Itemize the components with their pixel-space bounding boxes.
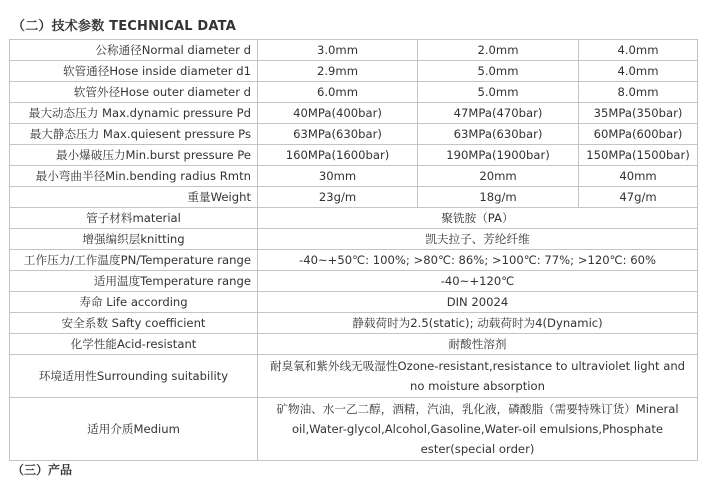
value-cell: -40~+120℃ (258, 271, 698, 292)
spec-row-safety-coefficient (10, 313, 698, 334)
value-cell: 190MPa(1900bar) (418, 145, 579, 166)
value-cell: 耐臭氧和紫外线无吸湿性Ozone-resistant,resistance to ultraviolet light and no moisture absorption (258, 355, 698, 398)
row-label: 管子材料material (10, 208, 258, 229)
row-label: 增强编织层knitting (10, 229, 258, 250)
spec-row-working-pressure-temperature (10, 250, 698, 271)
section-title: （二）技术参数 TECHNICAL DATA (12, 19, 236, 34)
value-cell: 4.0mm (579, 40, 698, 61)
value-cell: 凯夫拉子、芳纶纤维 (258, 229, 698, 250)
row-label: 软管外径Hose outer diameter d (10, 82, 258, 103)
row-label: 适用温度Temperature range (10, 271, 258, 292)
row-label: 环境适用性Surrounding suitability (10, 355, 258, 398)
value-cell: 63MPa(630bar) (418, 124, 579, 145)
row-label: 最小弯曲半径Min.bending radius Rmtn (10, 166, 258, 187)
spec-row-weight (10, 187, 698, 208)
value-cell: 20mm (418, 166, 579, 187)
spec-row-max-dynamic-pressure (10, 103, 698, 124)
spec-row-min-bending-radius (10, 166, 698, 187)
row-label: 安全系数 Safty coefficient (10, 313, 258, 334)
value-cell: 18g/m (418, 187, 579, 208)
value-cell: 60MPa(600bar) (579, 124, 698, 145)
technical-data-table (9, 39, 698, 461)
value-cell: 6.0mm (258, 82, 418, 103)
spec-row-life (10, 292, 698, 313)
spec-row-medium (10, 398, 698, 461)
row-label: 最大动态压力 Max.dynamic pressure Pd (10, 103, 258, 124)
value-cell: 耐酸性溶剂 (258, 334, 698, 355)
spec-row-max-static-pressure (10, 124, 698, 145)
value-cell: 静载荷时为2.5(static); 动载荷时为4(Dynamic) (258, 313, 698, 334)
spec-row-surrounding-suitability (10, 355, 698, 398)
value-cell: 5.0mm (418, 82, 579, 103)
value-cell: 35MPa(350bar) (579, 103, 698, 124)
value-cell: 23g/m (258, 187, 418, 208)
row-label: 工作压力/工作温度PN/Temperature range (10, 250, 258, 271)
value-cell: 4.0mm (579, 61, 698, 82)
row-label: 重量Weight (10, 187, 258, 208)
value-cell: 150MPa(1500bar) (579, 145, 698, 166)
value-cell: 47g/m (579, 187, 698, 208)
row-label: 公称通径Normal diameter d (10, 40, 258, 61)
row-label: 化学性能Acid-resistant (10, 334, 258, 355)
spec-row-temperature-range (10, 271, 698, 292)
row-label: 软管通径Hose inside diameter d1 (10, 61, 258, 82)
spec-row-material (10, 208, 698, 229)
value-cell: 矿物油、水一乙二醇，酒精，汽油，乳化液，磷酸脂（需要特殊订货）Mineral oil,Water-glycol,Alcohol,Gasoline,Water-oil emulsions,Phosphate ester(special order) (258, 398, 698, 461)
next-section-title: （三）产品 (12, 463, 73, 477)
spec-row-normal-diameter (10, 40, 698, 61)
value-cell: 2.9mm (258, 61, 418, 82)
value-cell: 5.0mm (418, 61, 579, 82)
spec-row-hose-inside-diameter (10, 61, 698, 82)
value-cell: 63MPa(630bar) (258, 124, 418, 145)
spec-row-min-burst-pressure (10, 145, 698, 166)
value-cell: 30mm (258, 166, 418, 187)
row-label: 最小爆破压力Min.burst pressure Pe (10, 145, 258, 166)
spec-row-acid-resistant (10, 334, 698, 355)
value-cell: DIN 20024 (258, 292, 698, 313)
row-label: 适用介质Medium (10, 398, 258, 461)
value-cell: 8.0mm (579, 82, 698, 103)
spec-row-hose-outer-diameter (10, 82, 698, 103)
row-label: 寿命 Life according (10, 292, 258, 313)
value-cell: 47MPa(470bar) (418, 103, 579, 124)
value-cell: 2.0mm (418, 40, 579, 61)
value-cell: 40MPa(400bar) (258, 103, 418, 124)
value-cell: 160MPa(1600bar) (258, 145, 418, 166)
value-cell: 聚铣胺（PA） (258, 208, 698, 229)
value-cell: 3.0mm (258, 40, 418, 61)
value-cell: -40~+50℃: 100%; >80℃: 86%; >100℃: 77%; >120℃: 60% (258, 250, 698, 271)
value-cell: 40mm (579, 166, 698, 187)
spec-row-knitting (10, 229, 698, 250)
row-label: 最大静态压力 Max.quiesent pressure Ps (10, 124, 258, 145)
